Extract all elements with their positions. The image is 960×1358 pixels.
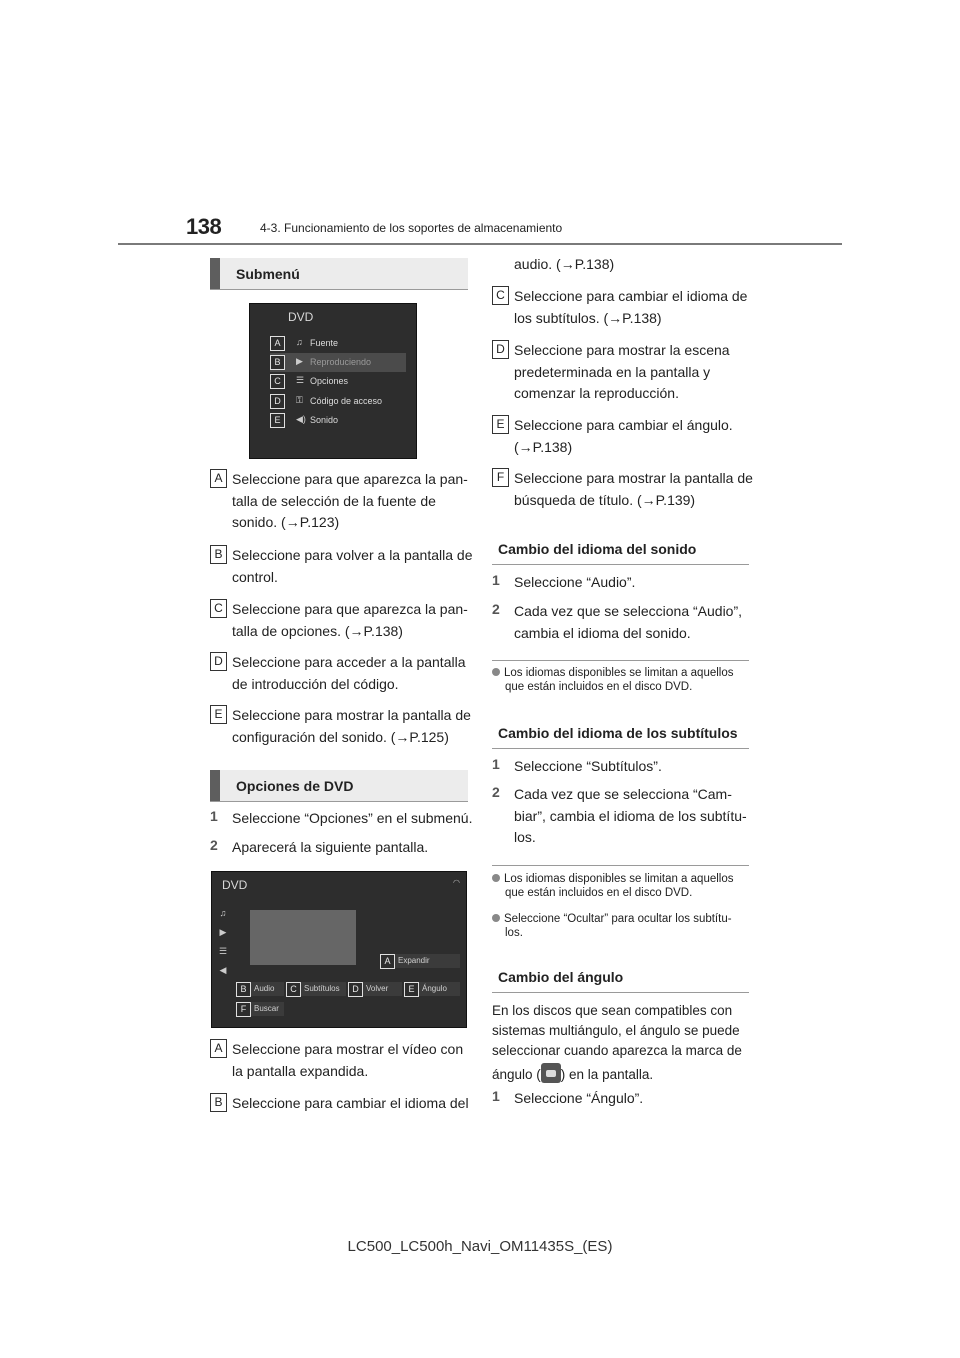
callout-box: E [404, 982, 419, 997]
video-preview[interactable] [250, 910, 356, 965]
angle-button[interactable] [404, 982, 460, 996]
heading-text: Cambio del idioma del sonido [498, 541, 697, 557]
back-button[interactable] [348, 982, 402, 996]
step-text: Seleccione “Audio”. [514, 574, 636, 590]
description-continued: audio. (→P.138) [514, 256, 615, 272]
heading-text: Cambio del ángulo [498, 969, 624, 985]
description: Seleccione para cambiar el idioma de los subtítulos. (→P.138) [514, 288, 748, 326]
description: Seleccione para mostrar la pantalla de configuración del sonido. (→P.125) [232, 707, 471, 745]
menu-item-access-code[interactable] [270, 392, 406, 411]
step-number: 2 [492, 601, 500, 617]
callout-box: B [210, 545, 227, 564]
description: Seleccione para volver a la pantalla de control. [232, 547, 473, 585]
note: Los idiomas disponibles se limitan a aquellos que están incluidos en el disco DVD. [492, 666, 734, 694]
source-icon: ♫ [296, 337, 303, 347]
step-text: Cada vez que se selecciona “Audio”, cambia el idioma del sonido. [514, 603, 743, 641]
callout-box: C [286, 982, 301, 997]
signal-icon: ◠ [453, 878, 460, 887]
step-text: Cada vez que se selecciona “Cam- biar”, cambia el idioma de los subtítu- los. [514, 786, 747, 845]
menu-item-label: Sonido [310, 415, 339, 425]
key-icon: ⚿ [296, 395, 303, 405]
bullet-icon [492, 874, 500, 882]
subtitles-button[interactable] [286, 982, 346, 996]
description: Seleccione para acceder a la pantalla de introducción del código. [232, 654, 466, 692]
play-icon: ▶ [296, 356, 303, 366]
page-number: 138 [186, 214, 222, 239]
note-rule [492, 865, 749, 866]
step-text: Aparecerá la siguiente pantalla. [232, 839, 429, 855]
callout-box: A [210, 1039, 227, 1058]
menu-item-sound[interactable] [270, 411, 406, 430]
dvd-options-heading [210, 770, 468, 802]
callout-box: D [492, 340, 509, 359]
screen-title: DVD [288, 310, 314, 324]
options-icon[interactable]: ☰ [218, 946, 228, 956]
description: Seleccione para cambiar el idioma del [232, 1095, 469, 1111]
menu-item-label: Código de acceso [310, 396, 383, 406]
callout-box: D [210, 652, 227, 671]
speaker-icon: ◀) [296, 414, 306, 424]
options-icon: ☰ [296, 375, 305, 385]
footer-code: LC500_LC500h_Navi_OM11435S_(ES) [347, 1238, 613, 1255]
step-number: 1 [492, 1088, 500, 1104]
menu-item-label: Opciones [310, 376, 349, 386]
source-icon[interactable]: ♫ [219, 908, 227, 918]
menu-item-source[interactable] [270, 334, 406, 353]
speaker-icon[interactable]: ◀ [219, 965, 227, 975]
description: Seleccione para que aparezca la pan- talla de opciones. (→P.138) [232, 601, 468, 639]
button-label: Buscar [254, 1004, 279, 1013]
screen-title: DVD [222, 878, 248, 892]
callout-box: A [210, 469, 227, 488]
menu-item-label: Fuente [310, 338, 339, 348]
search-button[interactable] [236, 1002, 284, 1016]
note: Seleccione “Ocultar” para ocultar los subtítu- los. [492, 912, 732, 940]
callout-box: C [210, 599, 227, 618]
description: Seleccione para mostrar la escena predeterminada en la pantalla y comenzar la reproducción. [514, 342, 730, 401]
step-number: 2 [492, 784, 500, 800]
menu-item-options[interactable] [270, 372, 406, 391]
section-title: 4-3. Funcionamiento de los soportes de almacenamiento [260, 221, 563, 235]
callout-box: B [236, 982, 251, 997]
description: Seleccione para mostrar la pantalla de búsqueda de título. (→P.139) [514, 470, 753, 508]
callout-box: C [492, 286, 509, 305]
angle-body: En los discos que sean compatibles con sistemas multiángulo, el ángulo se puede seleccionar cuando aparezca la marca de ángulo ( ) en la pantalla. [492, 1003, 742, 1082]
play-icon[interactable]: ▶ [219, 927, 227, 937]
button-label: Volver [366, 984, 389, 993]
dvd-options-screen [211, 871, 467, 1028]
callout-box: A [380, 954, 395, 969]
note: Los idiomas disponibles se limitan a aquellos que están incluidos en el disco DVD. [492, 872, 734, 900]
step-text: Seleccione “Subtítulos”. [514, 758, 662, 774]
step-text: Seleccione “Ángulo”. [514, 1090, 644, 1106]
angle-heading [492, 961, 749, 993]
audio-language-heading [492, 533, 749, 565]
callout-box: B [270, 355, 285, 370]
step-number: 1 [210, 808, 218, 824]
angle-mark-icon [541, 1063, 561, 1083]
button-label: Ángulo [422, 984, 447, 993]
button-label: Subtítulos [304, 984, 340, 993]
description: Seleccione para cambiar el ángulo. (→P.138) [514, 417, 733, 455]
heading-text: Cambio del idioma de los subtítulos [498, 725, 738, 741]
menu-item-playing[interactable] [270, 353, 406, 372]
button-label: Expandir [398, 956, 430, 965]
audio-button[interactable] [236, 982, 284, 996]
submenu-screen [249, 303, 417, 459]
heading-text: Opciones de DVD [236, 778, 354, 794]
callout-box: D [348, 982, 363, 997]
submenu-heading [210, 258, 468, 290]
heading-bar [210, 258, 220, 289]
bullet-icon [492, 914, 500, 922]
callout-box: C [270, 374, 285, 389]
callout-box: F [492, 468, 509, 487]
step-text: Seleccione “Opciones” en el submenú. [232, 810, 473, 826]
subtitle-language-heading [492, 717, 749, 749]
expand-button[interactable] [380, 954, 460, 968]
description: Seleccione para mostrar el vídeo con la pantalla expandida. [232, 1041, 464, 1079]
heading-bar [210, 770, 220, 801]
heading-text: Submenú [236, 266, 300, 282]
callout-box: E [492, 415, 509, 434]
header-rule [118, 243, 842, 245]
description: Seleccione para que aparezca la pan- talla de selección de la fuente de sonido. (→P.123) [232, 471, 468, 530]
callout-box: E [270, 413, 285, 428]
callout-box: E [210, 705, 227, 724]
step-number: 1 [492, 572, 500, 588]
step-number: 2 [210, 837, 218, 853]
step-number: 1 [492, 756, 500, 772]
callout-box: A [270, 336, 285, 351]
note-rule [492, 660, 749, 661]
callout-box: D [270, 394, 285, 409]
callout-box: F [236, 1002, 251, 1017]
button-label: Audio [254, 984, 275, 993]
bullet-icon [492, 668, 500, 676]
menu-item-label: Reproduciendo [310, 357, 372, 367]
callout-box: B [210, 1093, 227, 1112]
